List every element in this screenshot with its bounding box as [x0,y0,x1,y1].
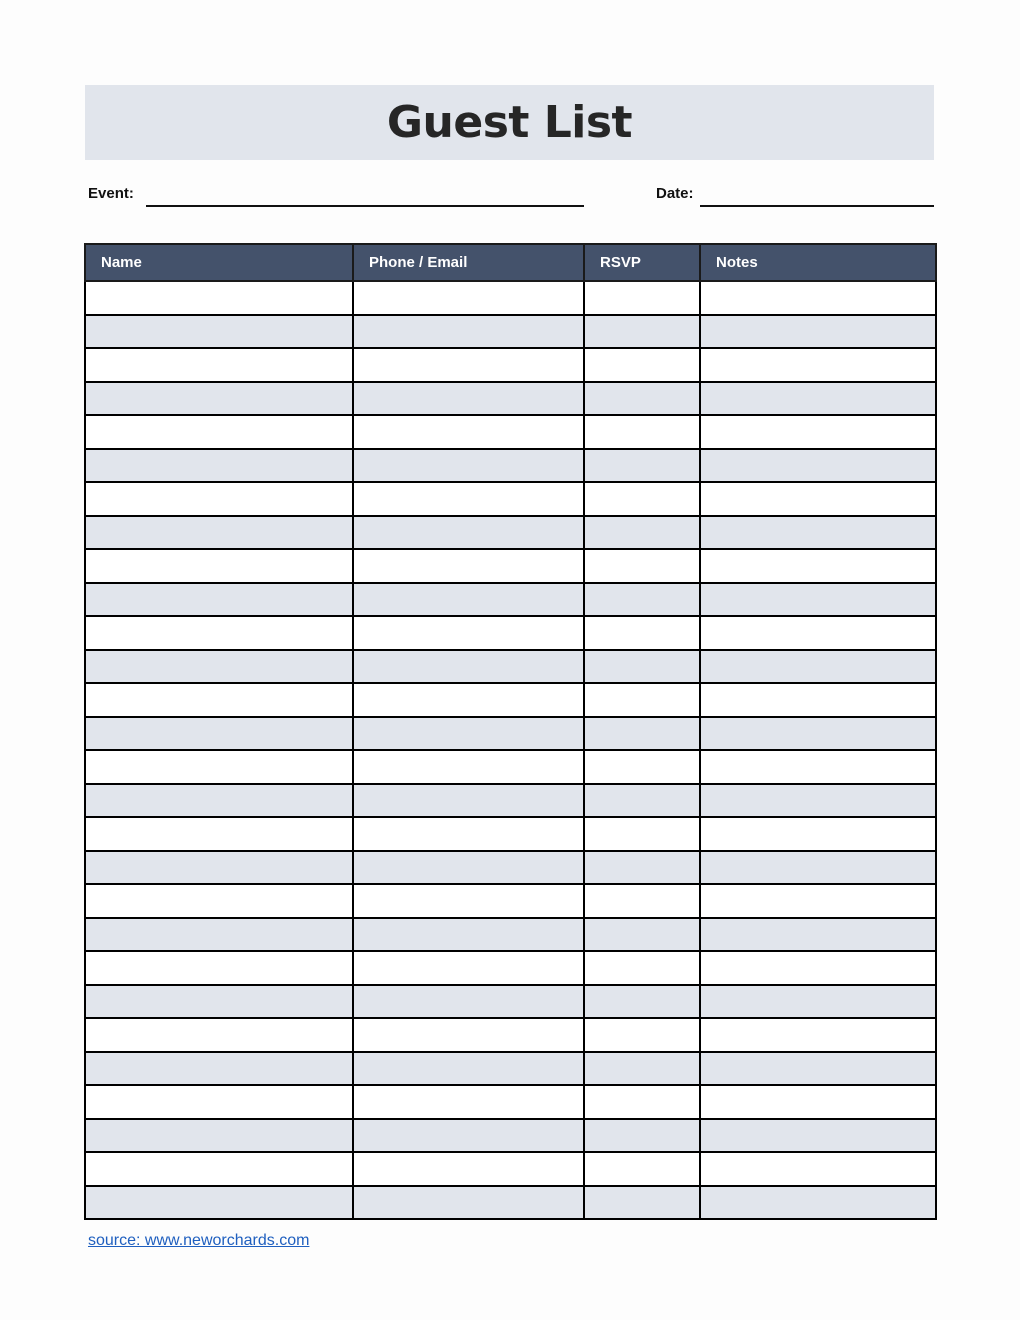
notes-cell[interactable] [700,315,936,349]
rsvp-cell[interactable] [584,415,700,449]
rsvp-cell[interactable] [584,650,700,684]
name-cell[interactable] [85,951,353,985]
notes-cell[interactable] [700,1119,936,1153]
notes-cell[interactable] [700,516,936,550]
phone-email-cell[interactable] [353,717,584,751]
rsvp-cell[interactable] [584,482,700,516]
phone-email-cell[interactable] [353,750,584,784]
phone-email-cell[interactable] [353,1085,584,1119]
name-cell[interactable] [85,382,353,416]
notes-cell[interactable] [700,1018,936,1052]
rsvp-cell[interactable] [584,1152,700,1186]
notes-cell[interactable] [700,382,936,416]
rsvp-cell[interactable] [584,516,700,550]
rsvp-cell[interactable] [584,1186,700,1220]
notes-cell[interactable] [700,650,936,684]
rsvp-cell[interactable] [584,985,700,1019]
column-header-name: Name [85,244,353,281]
name-cell[interactable] [85,281,353,315]
phone-email-cell[interactable] [353,650,584,684]
table-row [85,717,936,751]
name-cell[interactable] [85,985,353,1019]
name-cell[interactable] [85,516,353,550]
rsvp-cell[interactable] [584,851,700,885]
notes-cell[interactable] [700,1152,936,1186]
phone-email-cell[interactable] [353,951,584,985]
notes-cell[interactable] [700,717,936,751]
notes-cell[interactable] [700,683,936,717]
event-field[interactable] [146,205,584,207]
notes-cell[interactable] [700,951,936,985]
rsvp-cell[interactable] [584,1085,700,1119]
notes-cell[interactable] [700,1052,936,1086]
notes-cell[interactable] [700,549,936,583]
table-row [85,951,936,985]
rsvp-cell[interactable] [584,616,700,650]
table-row [85,482,936,516]
notes-cell[interactable] [700,281,936,315]
notes-cell[interactable] [700,348,936,382]
name-cell[interactable] [85,348,353,382]
rsvp-cell[interactable] [584,549,700,583]
table-row [85,650,936,684]
table-row [85,817,936,851]
notes-cell[interactable] [700,918,936,952]
title-banner [85,85,934,160]
notes-cell[interactable] [700,1085,936,1119]
table-row [85,281,936,315]
table-row [85,449,936,483]
name-cell[interactable] [85,650,353,684]
notes-cell[interactable] [700,851,936,885]
name-cell[interactable] [85,1018,353,1052]
name-cell[interactable] [85,449,353,483]
rsvp-cell[interactable] [584,784,700,818]
column-header-notes: Notes [700,244,936,281]
name-cell[interactable] [85,683,353,717]
column-header-phone-email: Phone / Email [353,244,584,281]
table-header-row [85,244,936,281]
notes-cell[interactable] [700,1186,936,1220]
notes-cell[interactable] [700,482,936,516]
table-row [85,683,936,717]
phone-email-cell[interactable] [353,1052,584,1086]
phone-email-cell[interactable] [353,616,584,650]
rsvp-cell[interactable] [584,1052,700,1086]
name-cell[interactable] [85,851,353,885]
table-row [85,1119,936,1153]
name-cell[interactable] [85,1052,353,1086]
rsvp-cell[interactable] [584,315,700,349]
table-row [85,415,936,449]
phone-email-cell[interactable] [353,985,584,1019]
phone-email-cell[interactable] [353,884,584,918]
source-link[interactable]: source: www.neworchards.com [88,1232,310,1249]
name-cell[interactable] [85,482,353,516]
table-row [85,382,936,416]
name-cell[interactable] [85,717,353,751]
name-cell[interactable] [85,1085,353,1119]
table-row [85,750,936,784]
name-cell[interactable] [85,784,353,818]
table-row [85,851,936,885]
table-row [85,516,936,550]
phone-email-cell[interactable] [353,1119,584,1153]
table-row [85,918,936,952]
guest-table [84,243,937,1220]
phone-email-cell[interactable] [353,1152,584,1186]
table-row [85,348,936,382]
rsvp-cell[interactable] [584,750,700,784]
rsvp-cell[interactable] [584,382,700,416]
table-row [85,1018,936,1052]
rsvp-cell[interactable] [584,918,700,952]
phone-email-cell[interactable] [353,583,584,617]
table-row [85,884,936,918]
table-row [85,1052,936,1086]
name-cell[interactable] [85,1152,353,1186]
phone-email-cell[interactable] [353,415,584,449]
table-row [85,616,936,650]
table-row [85,784,936,818]
name-cell[interactable] [85,817,353,851]
rsvp-cell[interactable] [584,348,700,382]
guest-rows [85,281,936,1219]
phone-email-cell[interactable] [353,817,584,851]
phone-email-cell[interactable] [353,1018,584,1052]
rsvp-cell[interactable] [584,683,700,717]
rsvp-cell[interactable] [584,449,700,483]
notes-cell[interactable] [700,817,936,851]
name-cell[interactable] [85,415,353,449]
name-cell[interactable] [85,315,353,349]
notes-cell[interactable] [700,415,936,449]
phone-email-cell[interactable] [353,516,584,550]
phone-email-cell[interactable] [353,281,584,315]
rsvp-cell[interactable] [584,951,700,985]
table-row [85,1085,936,1119]
rsvp-cell[interactable] [584,717,700,751]
table-row [85,1152,936,1186]
notes-cell[interactable] [700,616,936,650]
name-cell[interactable] [85,1186,353,1220]
notes-cell[interactable] [700,985,936,1019]
rsvp-cell[interactable] [584,583,700,617]
rsvp-cell[interactable] [584,817,700,851]
notes-cell[interactable] [700,750,936,784]
name-cell[interactable] [85,583,353,617]
name-cell[interactable] [85,884,353,918]
phone-email-cell[interactable] [353,382,584,416]
table-row [85,985,936,1019]
column-header-rsvp: RSVP [584,244,700,281]
notes-cell[interactable] [700,449,936,483]
phone-email-cell[interactable] [353,348,584,382]
notes-cell[interactable] [700,884,936,918]
table-row [85,549,936,583]
rsvp-cell[interactable] [584,281,700,315]
rsvp-cell[interactable] [584,1119,700,1153]
page-title: Guest List [386,97,633,148]
phone-email-cell[interactable] [353,918,584,952]
event-label: Event: [88,185,134,202]
phone-email-cell[interactable] [353,482,584,516]
table-row [85,315,936,349]
phone-email-cell[interactable] [353,549,584,583]
phone-email-cell[interactable] [353,449,584,483]
table-row [85,1186,936,1220]
date-field[interactable] [700,205,934,207]
notes-cell[interactable] [700,583,936,617]
date-label: Date: [656,185,694,202]
rsvp-cell[interactable] [584,884,700,918]
phone-email-cell[interactable] [353,851,584,885]
table-row [85,583,936,617]
name-cell[interactable] [85,616,353,650]
phone-email-cell[interactable] [353,683,584,717]
phone-email-cell[interactable] [353,315,584,349]
name-cell[interactable] [85,549,353,583]
phone-email-cell[interactable] [353,784,584,818]
name-cell[interactable] [85,750,353,784]
notes-cell[interactable] [700,784,936,818]
name-cell[interactable] [85,918,353,952]
rsvp-cell[interactable] [584,1018,700,1052]
phone-email-cell[interactable] [353,1186,584,1220]
name-cell[interactable] [85,1119,353,1153]
